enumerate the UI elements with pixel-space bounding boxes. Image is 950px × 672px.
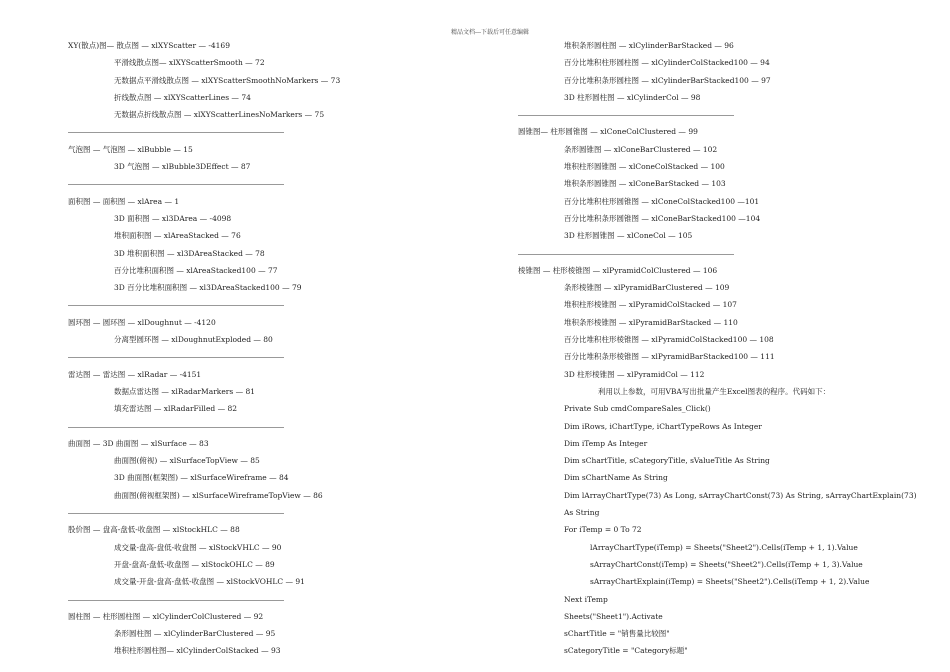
text-line: 开盘-盘高-盘低-收盘图 — xlStockOHLC — 89 bbox=[114, 559, 275, 569]
text-line: 股价图 — 盘高-盘低-收盘图 — xlStockHLC — 88 bbox=[68, 525, 240, 535]
text-line: 百分比堆积柱形棱锥图 — xlPyramidColStacked100 — 108 bbox=[564, 335, 774, 345]
text-line: As String bbox=[564, 508, 600, 518]
text-line: 3D 面积图 — xl3DArea — -4098 bbox=[114, 213, 232, 223]
text-line: 曲面图 — 3D 曲面图 — xlSurface — 83 bbox=[68, 438, 209, 448]
text-line: 无数据点平滑线散点图 — xlXYScatterSmoothNoMarkers — 73 bbox=[114, 75, 341, 85]
text-line: Private Sub cmdCompareSales_Click() bbox=[564, 404, 711, 414]
page-header: 精品文档---下载后可任意编辑 bbox=[450, 29, 530, 36]
text-line: 无数据点折线散点图 — xlXYScatterLinesNoMarkers — 75 bbox=[114, 110, 325, 120]
text-line: 曲面图(俯视框架图) — xlSurfaceWireframeTopView — 86 bbox=[114, 490, 323, 500]
text-line: Dim sChartName As String bbox=[564, 473, 668, 483]
right-column bbox=[518, 37, 948, 660]
section-divider bbox=[68, 123, 478, 140]
text-line: 条形圆柱图 — xlCylinderBarClustered — 95 bbox=[114, 629, 276, 639]
text-line: Dim sChartTitle, sCategoryTitle, sValueTitle As String bbox=[564, 456, 770, 466]
text-line: 堆积条形圆锥图 — xlConeBarStacked — 103 bbox=[564, 179, 726, 189]
text-line: 堆积柱形棱锥图 — xlPyramidColStacked — 107 bbox=[564, 300, 737, 310]
text-line: 圆锥图— 柱形圆锥图 — xlConeColClustered — 99 bbox=[518, 127, 698, 137]
text-line: 填充雷达图 — xlRadarFilled — 82 bbox=[114, 404, 237, 414]
text-line: Dim iRows, iChartType, iChartTypeRows As Integer bbox=[564, 421, 762, 431]
text-line: 百分比堆积面积图 — xlAreaStacked100 — 77 bbox=[114, 265, 278, 275]
left-column bbox=[68, 37, 478, 660]
text-line: 堆积条形圆柱图 — xlCylinderBarStacked — 96 bbox=[564, 41, 734, 50]
text-line: 3D 柱形圆柱图 — xlCylinderCol — 98 bbox=[564, 92, 701, 102]
text-line: 百分比堆积条形棱锥图 — xlPyramidBarStacked100 — 111 bbox=[564, 352, 775, 362]
text-line: 堆积条形棱锥图 — xlPyramidBarStacked — 110 bbox=[564, 317, 738, 327]
text-line: 成交量-盘高-盘低-收盘图 — xlStockVHLC — 90 bbox=[114, 542, 282, 552]
section-divider bbox=[68, 504, 478, 521]
section-divider bbox=[68, 591, 478, 608]
section-divider bbox=[68, 418, 478, 435]
text-line: 3D 气泡图 — xlBubble3DEffect — 87 bbox=[114, 162, 251, 172]
text-line: 气泡图 — 气泡图 — xlBubble — 15 bbox=[68, 144, 193, 154]
text-line: Dim iTemp As Integer bbox=[564, 438, 648, 448]
text-line: 条形棱锥图 — xlPyramidBarClustered — 109 bbox=[564, 283, 730, 293]
text-line: 数据点雷达图 — xlRadarMarkers — 81 bbox=[114, 386, 256, 396]
text-line: 3D 柱形棱锥图 — xlPyramidCol — 112 bbox=[564, 369, 705, 379]
section-divider bbox=[518, 106, 948, 123]
text-line: 3D 曲面图(框架图) — xlSurfaceWireframe — 84 bbox=[114, 473, 289, 483]
section-divider bbox=[68, 348, 478, 365]
text-line: sArrayChartExplain(iTemp) = Sheets("Sheet2").Cells(iTemp + 1, 2).Value bbox=[590, 577, 870, 587]
text-line: 分离型圆环图 — xlDoughnutExploded — 80 bbox=[114, 335, 273, 345]
text-line: 曲面图(俯视) — xlSurfaceTopView — 85 bbox=[114, 456, 260, 466]
text-line: 圆环图 — 圆环图 — xlDoughnut — -4120 bbox=[68, 317, 216, 327]
text-line: 折线散点图 — xlXYScatterLines — 74 bbox=[114, 92, 251, 102]
text-line: Dim lArrayChartType(73) As Long, sArrayChartConst(73) As String, sArrayChartExplain(73) bbox=[564, 490, 917, 500]
text-line: 棱锥图 — 柱形棱锥图 — xlPyramidColClustered — 106 bbox=[518, 265, 718, 275]
text-line: 百分比堆积条形圆柱图 — xlCylinderBarStacked100 — 97 bbox=[564, 75, 771, 85]
text-line: 3D 百分比堆积面积图 — xl3DAreaStacked100 — 79 bbox=[114, 283, 302, 293]
text-line: 成交量-开盘-盘高-盘低-收盘图 — xlStockVOHLC — 91 bbox=[114, 577, 305, 587]
text-line: Next iTemp bbox=[564, 594, 608, 604]
text-line: lArrayChartType(iTemp) = Sheets("Sheet2").Cells(iTemp + 1, 1).Value bbox=[590, 542, 858, 552]
text-line: sChartTitle = "销售量比较图" bbox=[564, 629, 670, 639]
text-line: 堆积柱形圆柱图— xlCylinderColStacked — 93 bbox=[114, 646, 281, 656]
text-line: 平滑线散点图— xlXYScatterSmooth — 72 bbox=[114, 58, 265, 68]
text-line: 百分比堆积条形圆锥图 — xlConeBarStacked100 —104 bbox=[564, 213, 761, 223]
text-line: 3D 柱形圆锥图 — xlConeCol — 105 bbox=[564, 231, 693, 241]
text-line: 雷达图 — 雷达图 — xlRadar — -4151 bbox=[68, 369, 202, 379]
text-line: Sheets("Sheet1").Activate bbox=[564, 611, 663, 621]
text-line: sCategoryTitle = "Category标题" bbox=[564, 646, 688, 656]
section-divider bbox=[68, 175, 478, 192]
text-line: 堆积面积图 — xlAreaStacked — 76 bbox=[114, 231, 241, 241]
text-line: 条形圆锥图 — xlConeBarClustered — 102 bbox=[564, 144, 718, 154]
text-line: 百分比堆积柱形圆锥图 — xlConeColStacked100 —101 bbox=[564, 196, 760, 206]
section-divider bbox=[68, 296, 478, 313]
text-line: 百分比堆积柱形圆柱图 — xlCylinderColStacked100 — 94 bbox=[564, 58, 770, 68]
text-line: sArrayChartConst(iTemp) = Sheets("Sheet2").Cells(iTemp + 1, 3).Value bbox=[590, 559, 863, 569]
text-line: For iTemp = 0 To 72 bbox=[564, 525, 642, 535]
text-line: 3D 堆积面积图 — xl3DAreaStacked — 78 bbox=[114, 248, 265, 258]
text-line: 面积图 — 面积图 — xlArea — 1 bbox=[68, 196, 180, 206]
section-divider bbox=[518, 245, 948, 262]
text-line: 圆柱图 — 柱形圆柱图 — xlCylinderColClustered — 92 bbox=[68, 611, 264, 621]
text-line: 堆积柱形圆锥图 — xlConeColStacked — 100 bbox=[564, 162, 725, 172]
text-line: XY(散点)图— 散点图 — xlXYScatter — -4169 bbox=[68, 41, 230, 50]
text-line: 利用以上参数，可用VBA写出批量产生Excel图表的程序。代码如下： bbox=[598, 386, 831, 396]
